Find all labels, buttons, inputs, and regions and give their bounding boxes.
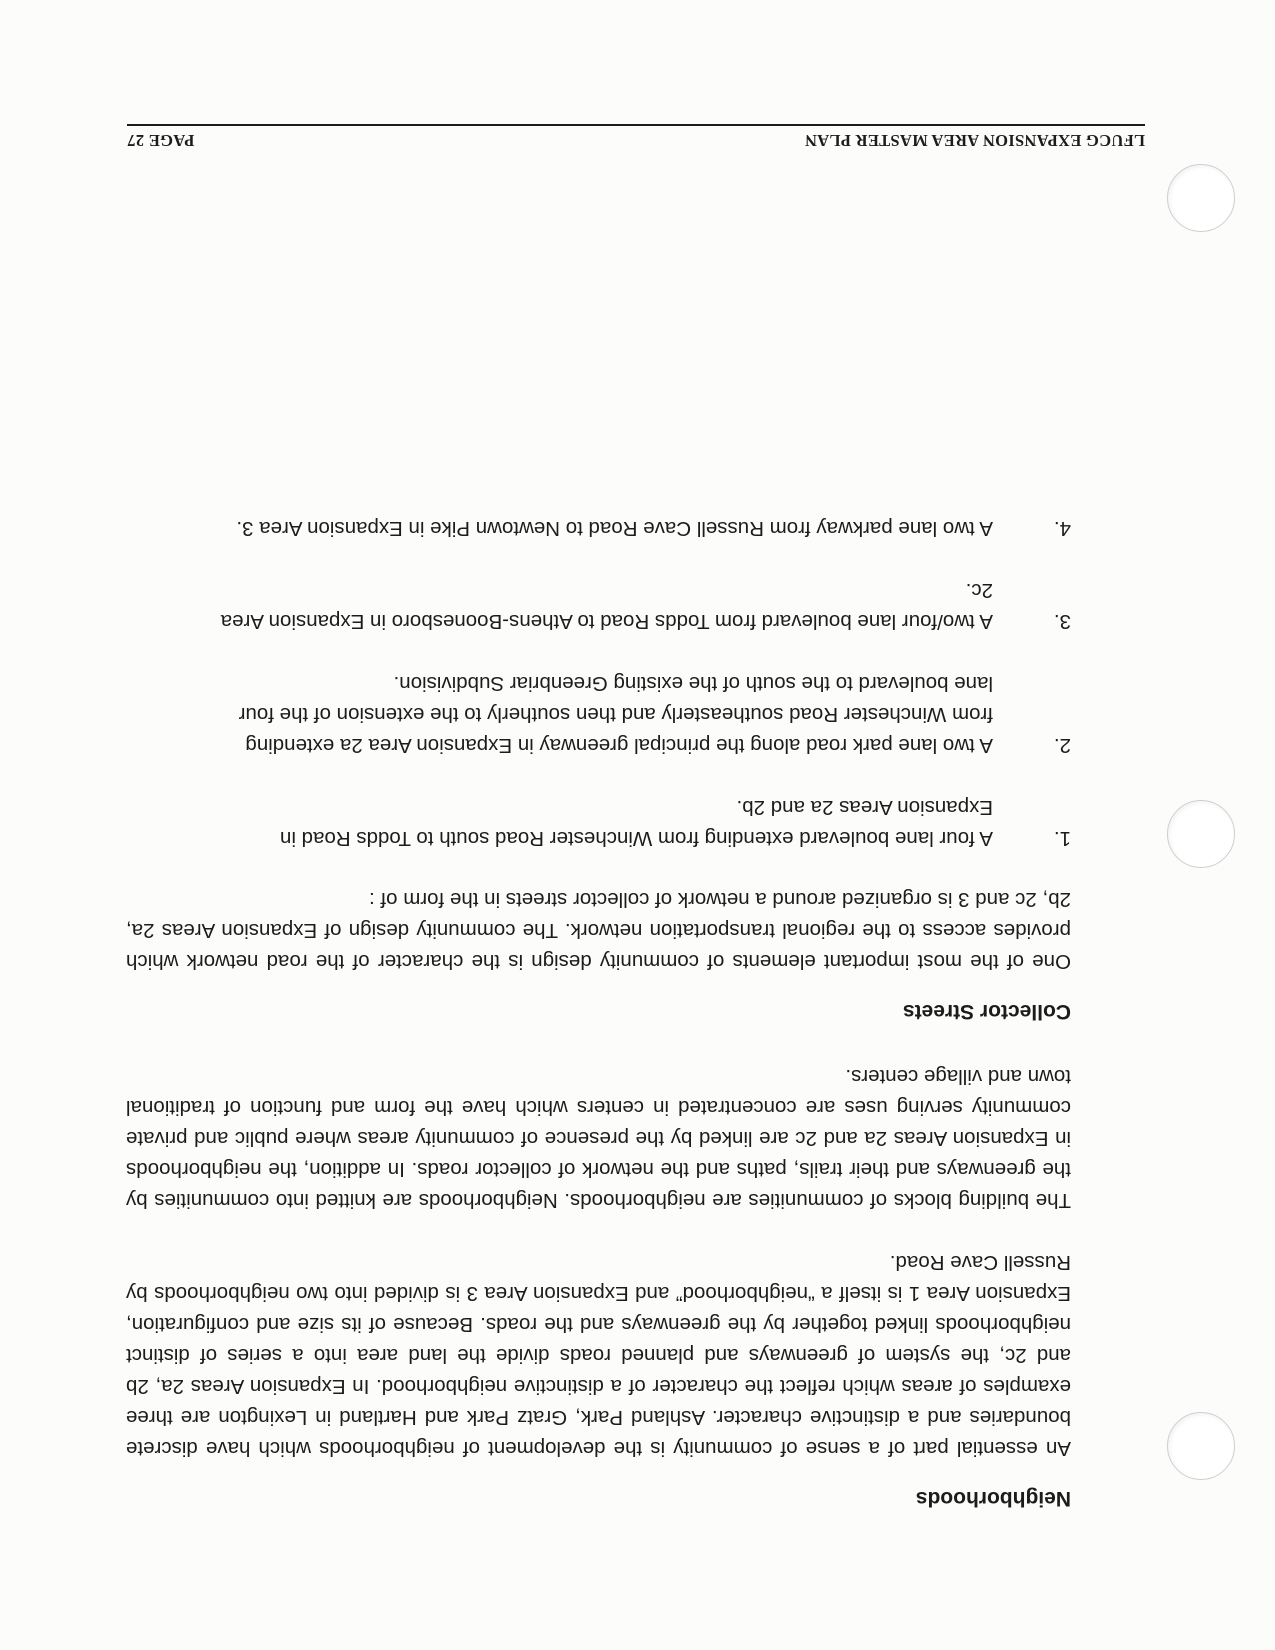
document-title: LFUCG EXPANSION AREA MASTER PLAN [804,131,1145,150]
list-item-number: 3. [1053,610,1071,633]
list-item [126,668,1071,761]
list-item-text: A two/four lane boulevard from Todds Road to Athens-Boonesboro in Expansion Area 2c. [220,579,993,633]
list-item [126,575,1071,637]
list-item-text: A four lane boulevard extending from Winchester Road south to Todds Road in Expansion Areas 2a and 2b. [280,796,993,850]
page-body [126,482,1071,1510]
neighborhoods-paragraph-1: An essential part of a sense of community is the development of neighborhoods which have discrete boundaries and a distinctive character. Ashland Park, Gratz Park and Hartland in Lexington are three examples of areas which reflect the character of a distinctive neighborhood. In Expansion Areas 2a, 2b and 2c, the system of greenways and planned roads divide the land area into a series of distinct neighborhoods linked together by the greenways and the roads. Because of its size and configuration, Expansion Area 1 is itself a “neighborhood” and Expansion Area 3 is divided into two neighborhoods by Russell Cave Road. [126,1251,1071,1460]
list-item [126,792,1071,854]
list-item-number: 4. [1053,517,1071,540]
list-item-text: A two lane parkway from Russell Cave Road to Newtown Pike in Expansion Area 3. [236,517,993,540]
section-heading-collector-streets: Collector Streets [902,1000,1071,1023]
punch-hole [1167,800,1235,868]
collector-intro-paragraph: One of the most important elements of community design is the character of the road network which provides access to the regional transportation network. The community design of Expansion Areas 2a, 2b, 2c and 3 is organized around a network of collector streets in the form of : [126,888,1071,973]
list-item-number: 1. [1053,827,1071,850]
page-number: PAGE 27 [127,131,195,150]
punch-hole [1167,164,1235,232]
collector-street-list [126,513,1071,854]
running-header [127,124,1145,150]
list-item-text: A two lane park road along the principal greenway in Expansion Area 2a extending from Winchester Road southeasterly and then southerly to the extension of the four lane boulevard to the south of the existing Greenbriar Subdivision. [238,672,993,757]
list-item-number: 2. [1053,734,1071,757]
neighborhoods-paragraph-2: The building blocks of communities are neighborhoods. Neighborhoods are knitted into communities by the greenways and their trails, paths and the network of collector roads. In addition, the neighborhoods in Expansion Areas 2a and 2c are linked by the presence of community areas where public and private community serving uses are concentrated in centers which have the form and function of traditional town and village centers. [126,1065,1071,1212]
list-item [126,513,1071,544]
section-heading-neighborhoods: Neighborhoods [915,1487,1071,1510]
punch-hole [1167,1412,1235,1480]
